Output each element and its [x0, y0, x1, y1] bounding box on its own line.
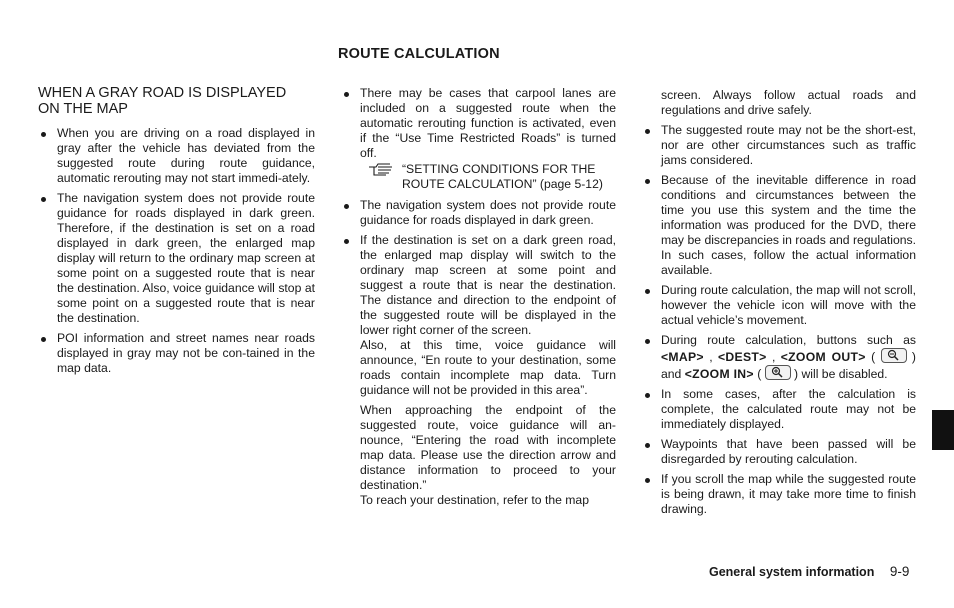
list-item [38, 331, 315, 376]
bullet-icon [41, 132, 46, 137]
footer-title: General system information [709, 565, 875, 579]
bullet-icon [344, 92, 349, 97]
bullet-icon [645, 443, 650, 448]
bullet-icon [344, 239, 349, 244]
chapter-tab-marker [932, 410, 954, 450]
list-item [642, 123, 916, 168]
zoom-out-button-icon [881, 348, 907, 363]
bullet-icon [645, 478, 650, 483]
key-zoom-in: <ZOOM IN> [684, 367, 754, 381]
list-item [38, 191, 315, 326]
list-item [341, 86, 616, 161]
bullet-icon [41, 337, 46, 342]
list-item-text: During route calculation, the map will not scroll, however the vehicle icon will move with the actual vehicle’s movement. [661, 283, 916, 327]
paragraph: Also, at this time, voice guidance will announce, “En route to your destination, some roads contain incomplete map data. Turn guidance will not be provided in this area”. [360, 338, 616, 397]
bullet-list [38, 126, 315, 376]
cross-reference [341, 162, 616, 192]
list-item-text: If the destination is set on a dark green road, the enlarged map display will switch to the ordinary map screen at some point and suggest a route that is near the destination. The distance and direction to the endpoint of the suggested route will be displayed in the lower right corner of the screen. [360, 233, 616, 337]
bullet-icon [645, 339, 650, 344]
list-item-text: The suggested route may not be the short-est, nor are other circumstances such as traffic jams considered. [661, 123, 916, 167]
list-item-text: There may be cases that carpool lanes are included on a suggested route when the automatic rerouting function is activated, even if the “Use Time Restricted Roads” is turned off. [360, 86, 616, 160]
page-number: 9-9 [889, 564, 910, 579]
list-item [38, 126, 315, 186]
paragraph: To reach your destination, refer to the map [360, 493, 589, 507]
bullet-icon [344, 204, 349, 209]
column-left [38, 85, 315, 381]
list-item-text: During route calculation, buttons such as [661, 333, 916, 347]
list-item-text: POI information and street names near roads displayed in gray may not be con-tained in the map data. [57, 331, 315, 375]
list-item-text: The navigation system does not provide route guidance for roads displayed in dark green. [360, 198, 616, 227]
paragraph: When approaching the endpoint of the suggested route, voice guidance will an-nounce, “Entering the road with incomplete map data. Please use the direction arrow and distance information to proceed to your destination.” [360, 403, 616, 492]
list-item [642, 173, 916, 278]
list-item: During route calculation, buttons such as <MAP> , <DEST> , <ZOOM OUT> ( ) and <ZOOM IN> ( ) will be disabled. [642, 333, 916, 382]
bullet-list [642, 123, 916, 517]
will-be-text: will be [801, 367, 836, 381]
bullet-icon [41, 197, 46, 202]
paragraph-continued: screen. Always follow actual roads and regulations and drive safely. [661, 88, 916, 117]
key-map: <MAP> [661, 350, 704, 364]
bullet-list [341, 86, 616, 161]
column-middle [341, 86, 616, 513]
list-item [341, 198, 616, 228]
list-item-text: In some cases, after the calculation is complete, the calculated route may not be immediately displayed. [661, 387, 916, 431]
section-title-line2: ON THE MAP [38, 101, 128, 117]
key-dest: <DEST> [718, 350, 767, 364]
disabled-text: disabled. [838, 367, 888, 381]
list-item [642, 472, 916, 517]
cross-reference-text: “SETTING CONDITIONS FOR THE ROUTE CALCULATION” (page 5-12) [402, 162, 603, 191]
bullet-list [341, 198, 616, 338]
list-item-text: When you are driving on a road displayed in gray after the vehicle has deviated from the suggested route during route guidance, automatic rerouting may not start immedi-ately. [57, 126, 315, 185]
list-item-text: Because of the inevitable difference in road conditions and circumstances between the time you use this system and the time the information was produced for the DVD, there may be discrepancies in roads and regulations. In such cases, follow the actual information available. [661, 173, 916, 277]
section-title [38, 85, 315, 117]
list-item-text: If you scroll the map while the suggested route is being drawn, it may take more time to finish drawing. [661, 472, 916, 516]
list-item [642, 387, 916, 432]
page-footer [709, 564, 909, 579]
list-item [642, 437, 916, 467]
section-title-line1: WHEN A GRAY ROAD IS DISPLAYED [38, 85, 287, 101]
list-item [642, 283, 916, 328]
key-zoom-out: <ZOOM OUT> [780, 350, 866, 364]
bullet-icon [645, 129, 650, 134]
bullet-icon [645, 393, 650, 398]
bullet-icon [645, 179, 650, 184]
list-item [341, 233, 616, 338]
and-text: and [661, 367, 682, 381]
list-item-text: Waypoints that have been passed will be disregarded by rerouting calculation. [661, 437, 916, 466]
zoom-in-button-icon [765, 365, 791, 380]
bullet-icon [645, 289, 650, 294]
list-item-text: The navigation system does not provide route guidance for roads displayed in dark green. Therefore, if the destination is set on a road displayed in dark green, the enlarged map display will return to the ordinary map screen at some point on a suggested route that is near the destination. Also, voice guidance will stop at some point on a suggested route that is near the destination. [57, 191, 315, 325]
reference-pointer-icon [368, 161, 394, 177]
page-header: ROUTE CALCULATION [338, 46, 500, 62]
column-right [642, 88, 916, 522]
